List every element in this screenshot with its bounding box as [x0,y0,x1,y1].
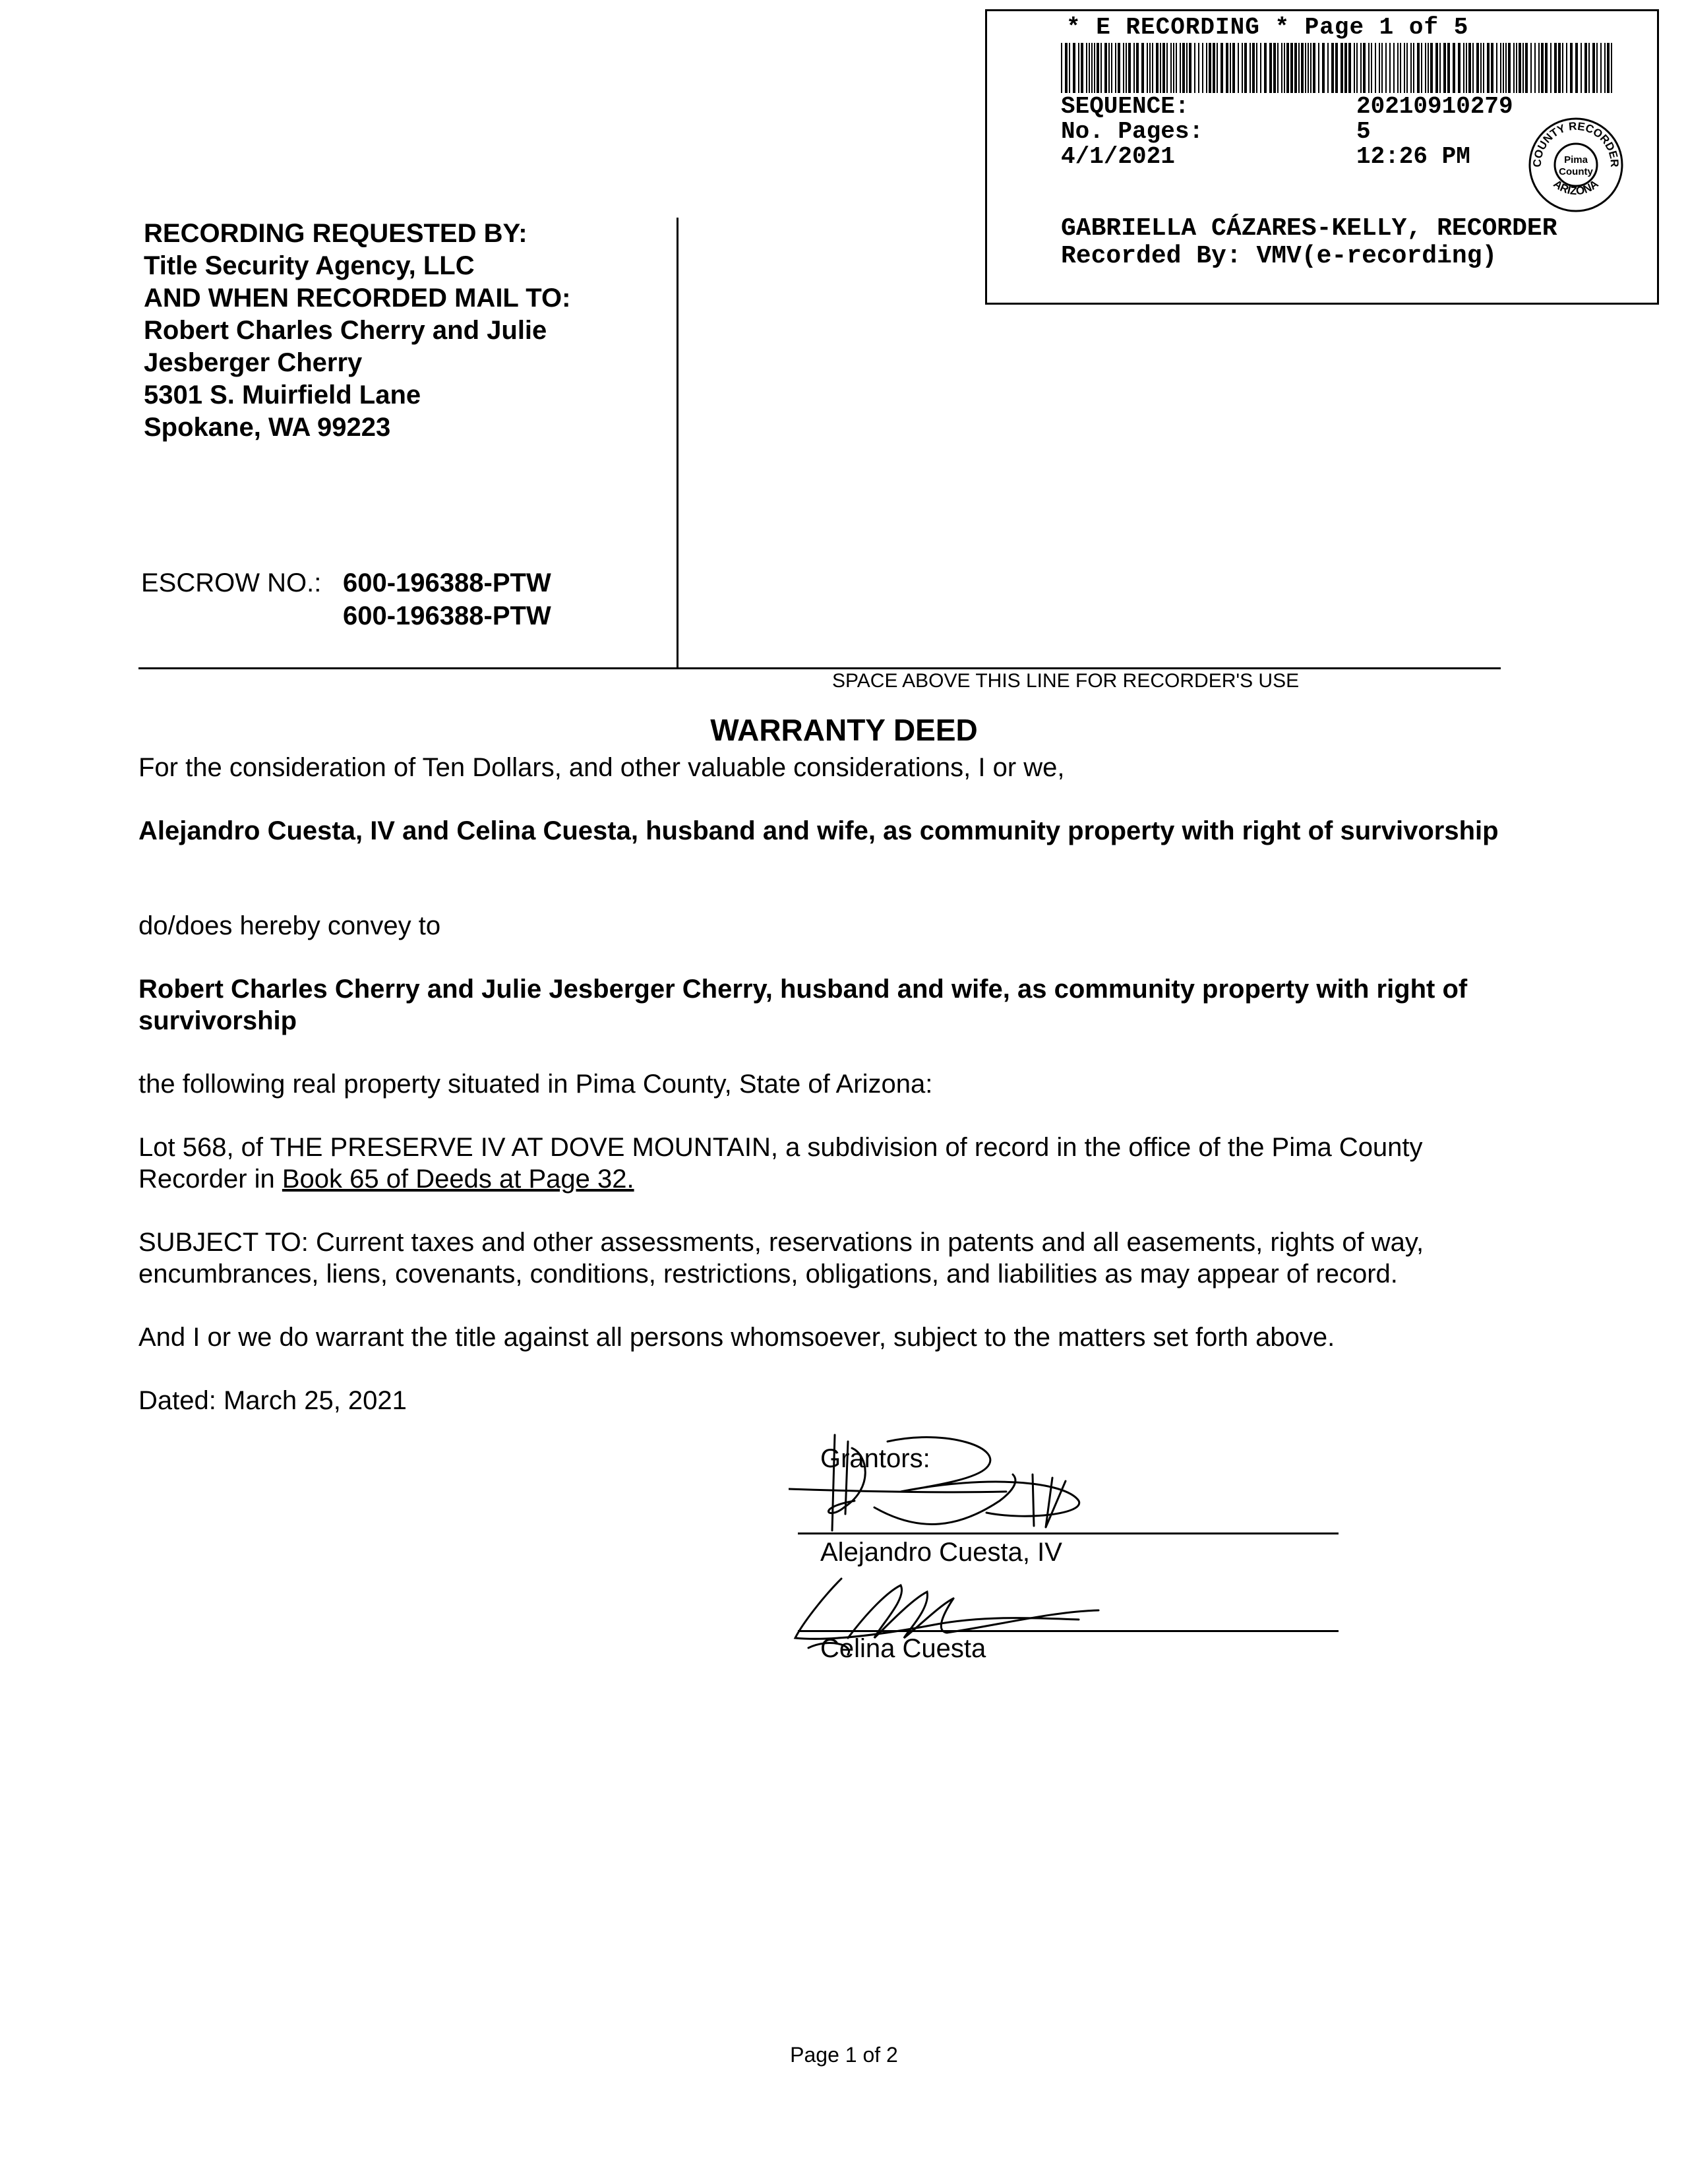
mail-to-name-line1: Robert Charles Cherry and Julie [144,316,547,345]
barcode-bar [1534,43,1536,93]
barcode-bar [1277,43,1279,93]
barcode-bar [1354,43,1355,93]
barcode-bar [1086,43,1087,93]
barcode-bar [1298,43,1300,93]
barcode-bar [1281,43,1282,93]
barcode-bar [1360,43,1362,93]
barcode-bar [1558,43,1561,93]
county-seal-icon [1526,115,1625,214]
barcode-bar [1189,43,1191,93]
barcode-bar [1108,43,1110,93]
recorded-by: Recorded By: VMV(e-recording) [1061,242,1497,270]
barcode-bar [1480,43,1482,93]
barcode-bar [1466,43,1467,93]
barcode-bar [1213,43,1215,93]
barcode-bar [1252,43,1255,93]
barcode-bar [1566,43,1567,93]
barcode-bar [1294,43,1297,93]
barcode-bar [1472,43,1474,93]
barcode-bar [1453,43,1455,93]
barcode-bar [1581,43,1582,93]
barcode-bar [1301,43,1304,93]
signature-line-1 [798,1532,1339,1534]
barcode-bar [1286,43,1289,93]
barcode-bar [1250,43,1251,93]
stamp-header: * E RECORDING * Page 1 of 5 [1066,14,1469,41]
barcode-bar [1069,43,1070,93]
barcode-bar [1242,43,1243,93]
barcode-bar [1468,43,1471,93]
barcode-bar [1393,43,1395,93]
barcode-bar [1149,43,1151,93]
pages-value: 5 [1356,118,1371,145]
grantees-text: Robert Charles Cherry and Julie Jesberger Cherry, husband and wife, as community property with right of survivorship [138,975,1468,1035]
barcode-bar [1065,43,1068,93]
deed-title: WARRANTY DEED [710,713,978,747]
barcode-bar [1318,43,1319,93]
barcode-bar [1209,43,1211,93]
barcode-bar [1206,43,1207,93]
barcode-bar [1592,43,1595,93]
barcode-bar [1097,43,1099,93]
barcode-bar [1607,43,1610,93]
barcode-bar [1447,43,1450,93]
barcode-bar [1508,43,1511,93]
barcode-bar [1081,43,1083,93]
book-reference: Book 65 of Deeds at Page 32. [282,1165,634,1194]
barcode-bar [1305,43,1306,93]
barcode-bar [1463,43,1464,93]
barcode-bar [1404,43,1405,93]
vertical-divider [677,218,678,667]
barcode-bar [1264,43,1267,93]
requested-by-heading: RECORDING REQUESTED BY: [144,219,528,248]
escrow-label: ESCROW NO.: [141,568,322,597]
barcode-bar [1513,43,1515,93]
barcode-bar [1147,43,1148,93]
barcode-bar [1525,43,1528,93]
legal-description-text: Lot 568, of THE PRESERVE IV AT DOVE MOUNTAIN, a subdivision of record in the office of the Pima County Recorder in [138,1133,1423,1194]
barcode-bar [1356,43,1358,93]
barcode-bar [1141,43,1144,93]
barcode-bar [1256,43,1257,93]
seal-center-line2: County [1559,166,1593,177]
barcode-bar [1554,43,1557,93]
barcode-bar [1180,43,1181,93]
barcode-bar [1089,43,1090,93]
barcode-bar [1363,43,1366,93]
barcode-bar [1379,43,1380,93]
barcode-bar [1244,43,1247,93]
recorder-name: GABRIELLA CÁZARES-KELLY, RECORDER [1061,214,1557,243]
barcode-bar [1368,43,1370,93]
barcode-bar [1156,43,1159,93]
seal-bottom-text: ARIZONA [1551,177,1601,198]
consideration-text: For the consideration of Ten Dollars, and other valuable considerations, I or we, [138,753,1065,782]
barcode-bar [1375,43,1376,93]
barcode-bar [1111,43,1112,93]
barcode-bar [1232,43,1235,93]
barcode-bar [1238,43,1239,93]
barcode-bar [1094,43,1095,93]
barcode-bar [1417,43,1420,93]
mail-to-heading: AND WHEN RECORDED MAIL TO: [144,284,571,313]
barcode-bar [1596,43,1598,93]
escrow-number-1: 600-196388-PTW [343,568,551,597]
barcode-bar [1505,43,1507,93]
barcode-bar [1100,43,1102,93]
signer-2-name: Celina Cuesta [820,1634,986,1663]
barcode-bar [1428,43,1429,93]
barcode-bar [1575,43,1578,93]
barcode-bar [1310,43,1311,93]
barcode-bar [1290,43,1293,93]
barcode-bar [1435,43,1438,93]
escrow-number-2: 600-196388-PTW [343,601,551,630]
barcode-bar [1604,43,1606,93]
grantors-label: Grantors: [820,1444,930,1473]
barcode-bar [1570,43,1573,93]
barcode-bar [1335,43,1338,93]
barcode-bar [1104,43,1107,93]
barcode-bar [1128,43,1131,93]
signature-alejandro [789,1428,1131,1547]
barcode-bar [1439,43,1441,93]
sequence-label: SEQUENCE: [1061,93,1190,120]
page-number: Page 1 of 2 [790,2043,898,2067]
recorder-stamp [985,9,1659,305]
barcode-bar [1176,43,1177,93]
barcode-bar [1273,43,1276,93]
barcode-bar [1385,43,1387,93]
pages-label: No. Pages: [1061,118,1204,145]
grantors-text: Alejandro Cuesta, IV and Celina Cuesta, husband and wife, as community property with right of survivorship [138,816,1499,845]
barcode-bar [1522,43,1524,93]
barcode-bar [1541,43,1544,93]
barcode-bar [1162,43,1165,93]
barcode-bar [1078,43,1079,93]
barcode-bar [1170,43,1172,93]
barcode-bar [1425,43,1426,93]
barcode-bar [1166,43,1168,93]
barcode-bar [1186,43,1188,93]
barcode-bar [1152,43,1153,93]
barcode-bar [1413,43,1414,93]
barcode-bar [1344,43,1347,93]
barcode-bar [1126,43,1127,93]
barcode-bar [1562,43,1563,93]
record-time: 12:26 PM [1356,143,1470,170]
barcode-bar [1483,43,1484,93]
barcode-bar [1322,43,1325,93]
record-date: 4/1/2021 [1061,143,1175,170]
barcode-bar [1198,43,1199,93]
sequence-value: 20210910279 [1356,93,1513,120]
barcode-bar [1269,43,1272,93]
barcode-bar [1406,43,1408,93]
barcode-bar [1397,43,1399,93]
barcode-bar [1173,43,1174,93]
barcode [1061,43,1616,93]
convey-text: do/does hereby convey to [138,911,441,940]
barcode-bar [1584,43,1587,93]
barcode-bar [1123,43,1124,93]
barcode-bar [1389,43,1391,93]
barcode-bar [1160,43,1161,93]
barcode-bar [1341,43,1343,93]
barcode-bar [1194,43,1195,93]
barcode-bar [1519,43,1521,93]
dated-text: Dated: March 25, 2021 [138,1386,407,1415]
barcode-bar [1313,43,1315,93]
barcode-bar [1133,43,1135,93]
recording-requested-block [144,218,570,444]
barcode-bar [1410,43,1412,93]
barcode-bar [1202,43,1203,93]
signer-1-name: Alejandro Cuesta, IV [820,1538,1062,1567]
barcode-bar [1073,43,1075,93]
barcode-bar [1458,43,1461,93]
barcode-bar [1430,43,1433,93]
barcode-bar [1118,43,1120,93]
barcode-bar [1182,43,1185,93]
situated-text: the following real property situated in Pima County, State of Arizona: [138,1070,933,1099]
barcode-bar [1500,43,1501,93]
recorder-use-line [138,667,1501,669]
mail-to-name-line2: Jesberger Cherry [144,348,363,377]
barcode-bar [1600,43,1602,93]
barcode-bar [1091,43,1093,93]
barcode-bar [1421,43,1422,93]
subject-to-text: SUBJECT TO: Current taxes and other assessments, reservations in patents and all easements, rights of way, encumbrances, liens, covenants, conditions, restrictions, obligations, and liabilities as may appear of record. [138,1228,1424,1289]
svg-text:ARIZONA [1551,177,1600,197]
barcode-bar [1443,43,1446,93]
barcode-bar [1538,43,1540,93]
signature-line-2 [798,1630,1339,1632]
barcode-bar [1284,43,1285,93]
barcode-bar [1327,43,1329,93]
barcode-bar [1348,43,1351,93]
barcode-bar [1476,43,1479,93]
barcode-bar [1226,43,1228,93]
barcode-bar [1588,43,1590,93]
barcode-bar [1217,43,1218,93]
barcode-bar [1136,43,1139,93]
barcode-bar [1115,43,1116,93]
barcode-bar [1503,43,1504,93]
barcode-bar [1400,43,1401,93]
legal-description [138,1132,1517,1195]
barcode-bar [1260,43,1261,93]
barcode-bar [1611,43,1612,93]
barcode-bar [1496,43,1497,93]
barcode-bar [1221,43,1223,93]
warrant-text: And I or we do warrant the title against all persons whomsoever, subject to the matters set forth above. [138,1323,1335,1352]
barcode-bar [1371,43,1372,93]
barcode-bar [1487,43,1490,93]
seal-top-text: COUNTY RECORDER [1530,119,1621,167]
barcode-bar [1381,43,1383,93]
seal-center-line1: Pima [1564,154,1588,166]
barcode-bar [1530,43,1532,93]
barcode-bar [1491,43,1493,93]
barcode-bar [1331,43,1334,93]
recorder-use-caption: SPACE ABOVE THIS LINE FOR RECORDER'S USE [832,670,1300,692]
mail-to-street: 5301 S. Muirfield Lane [144,380,421,410]
barcode-bar [1061,43,1062,93]
barcode-bar [1516,43,1517,93]
requester-name: Title Security Agency, LLC [144,251,475,280]
mail-to-city: Spokane, WA 99223 [144,413,391,442]
barcode-bar [1550,43,1552,93]
barcode-bar [1545,43,1548,93]
barcode-bar [1308,43,1309,93]
barcode-bar [1230,43,1231,93]
